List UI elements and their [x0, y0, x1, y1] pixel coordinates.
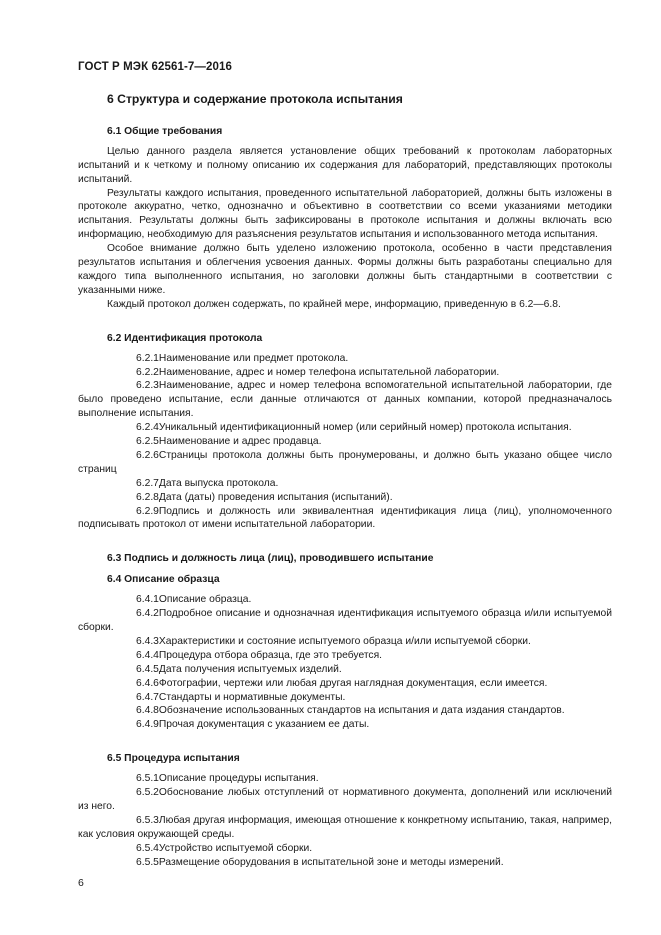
item-list-6-2 [78, 352, 612, 533]
item-number: 6.4.9 [136, 719, 159, 731]
subsection-title-6-2: 6.2 Идентификация протокола [107, 332, 263, 344]
item-number: 6.2.6 [136, 449, 159, 461]
item-number: 6.5.4 [136, 842, 159, 854]
list-item [78, 607, 612, 635]
item-number: 6.4.7 [136, 691, 159, 703]
item-number: 6.4.4 [136, 649, 159, 661]
item-text: Процедура отбора образца, где это требуется. [158, 649, 383, 661]
item-number: 6.4.5 [136, 663, 159, 675]
page-number: 6 [78, 877, 84, 889]
item-text: Дата (даты) проведения испытания (испытаний). [158, 491, 393, 503]
list-item [78, 379, 612, 421]
list-item [78, 635, 612, 649]
list-item [78, 505, 612, 533]
item-number: 6.5.2 [136, 787, 159, 799]
list-item [78, 352, 612, 366]
item-number: 6.2.4 [136, 422, 159, 434]
subsection-title-6-1: 6.1 Общие требования [107, 125, 223, 137]
list-item [78, 772, 612, 786]
list-item [78, 691, 612, 705]
item-text: Любая другая информация, имеющая отношение к конкретному испытанию, такая, например, как условия окружающей среды. [78, 814, 612, 840]
item-text: Подпись и должность или эквивалентная идентификация лица (лиц), уполномоченного подписывать протокол от имени испытательной лаборатории. [78, 505, 612, 531]
item-text: Характеристики и состояние испытуемого образца и/или испытуемой сборки. [158, 635, 531, 647]
item-number: 6.2.3 [136, 380, 159, 392]
list-item [78, 842, 612, 856]
subsection-title-6-5: 6.5 Процедура испытания [107, 753, 240, 765]
item-number: 6.2.2 [136, 366, 159, 378]
item-text: Обозначение использованных стандартов на испытания и дата издания стандартов. [158, 705, 565, 717]
item-list-6-4 [78, 593, 612, 732]
document-body [78, 93, 612, 870]
item-number: 6.4.8 [136, 705, 159, 717]
item-text: Стандарты и нормативные документы. [158, 691, 346, 703]
list-item [78, 704, 612, 718]
list-item [78, 435, 612, 449]
item-text: Описание процедуры испытания. [158, 773, 319, 785]
item-text: Размещение оборудования в испытательной зоне и методы измерений. [158, 856, 504, 868]
item-text: Описание образца. [158, 594, 252, 606]
list-item [78, 477, 612, 491]
paragraph: Результаты каждого испытания, проведенного испытательной лабораторией, должны быть изложены в протоколе аккуратно, четко, однозначно и объективно в соответствии со всеми указаниями методики испытания. Результаты должны быть зафиксированы в протоколе испытания и должны включать всю информацию, необходимую для разъяснения результатов испытания и использованного метода испытания. [78, 187, 612, 241]
item-text: Наименование, адрес и номер телефона испытательной лаборатории. [158, 366, 500, 378]
item-text: Устройство испытуемой сборки. [158, 842, 313, 854]
item-text: Наименование или предмет протокола. [158, 352, 349, 364]
list-item [78, 663, 612, 677]
list-item [78, 421, 612, 435]
item-text: Дата выпуска протокола. [158, 477, 279, 489]
item-text: Прочая документация с указанием ее даты. [158, 719, 370, 731]
item-number: 6.4.3 [136, 635, 159, 647]
list-item [78, 677, 612, 691]
item-text: Страницы протокола должны быть пронумерованы, и должно быть указано общее число страниц [78, 449, 612, 475]
item-text: Уникальный идентификационный номер (или серийный номер) протокола испытания. [158, 422, 572, 434]
subsection-title-6-3: 6.3 Подпись и должность лица (лиц), проводившего испытание [107, 553, 434, 565]
list-item [78, 491, 612, 505]
list-item [78, 366, 612, 380]
item-number: 6.4.6 [136, 677, 159, 689]
item-number: 6.2.7 [136, 477, 159, 489]
subsection-title-6-4: 6.4 Описание образца [107, 574, 220, 586]
list-item [78, 449, 612, 477]
item-number: 6.2.9 [136, 505, 159, 517]
item-number: 6.5.3 [136, 814, 159, 826]
item-number: 6.5.1 [136, 773, 159, 785]
item-number: 6.2.8 [136, 491, 159, 503]
item-number: 6.2.5 [136, 436, 159, 448]
document-header: ГОСТ Р МЭК 62561-7—2016 [78, 61, 232, 73]
item-number: 6.2.1 [136, 352, 159, 364]
list-item [78, 649, 612, 663]
list-item [78, 718, 612, 732]
list-item [78, 814, 612, 842]
item-text: Фотографии, чертежи или любая другая наглядная документация, если имеется. [158, 677, 548, 689]
item-list-6-5 [78, 772, 612, 869]
item-text: Наименование и адрес продавца. [158, 436, 322, 448]
item-text: Дата получения испытуемых изделий. [158, 663, 342, 675]
paragraph: Каждый протокол должен содержать, по крайней мере, информацию, приведенную в 6.2—6.8. [107, 298, 561, 310]
section-title: 6 Структура и содержание протокола испытания [107, 92, 403, 106]
item-number: 6.4.2 [136, 608, 159, 620]
list-item [78, 593, 612, 607]
item-text: Наименование, адрес и номер телефона вспомогательной испытательной лаборатории, где было проведено испытание, если данные отличаются от данных компании, которой предназначалось выполнение испытания. [78, 380, 612, 420]
list-item [78, 786, 612, 814]
item-number: 6.5.5 [136, 856, 159, 868]
item-number: 6.4.1 [136, 594, 159, 606]
item-text: Подробное описание и однозначная идентификация испытуемого образца и/или испытуемой сборки. [78, 608, 612, 633]
paragraph: Особое внимание должно быть уделено изложению протокола, особенно в части представления результатов испытания и облегчения усвоения данных. Формы должны быть разработаны специально для каждого типа выполненного испытания, но заголовки должны быть стандартными в соответствии с указанными ниже. [78, 243, 612, 296]
paragraph: Целью данного раздела является установление общих требований к протоколам лабораторных испытаний и к четкому и полному описанию их содержания для лабораторий, представляющих протоколы испытаний. [78, 145, 612, 185]
item-text: Обоснование любых отступлений от нормативного документа, дополнений или исключений из него. [78, 787, 612, 812]
list-item [78, 856, 612, 870]
